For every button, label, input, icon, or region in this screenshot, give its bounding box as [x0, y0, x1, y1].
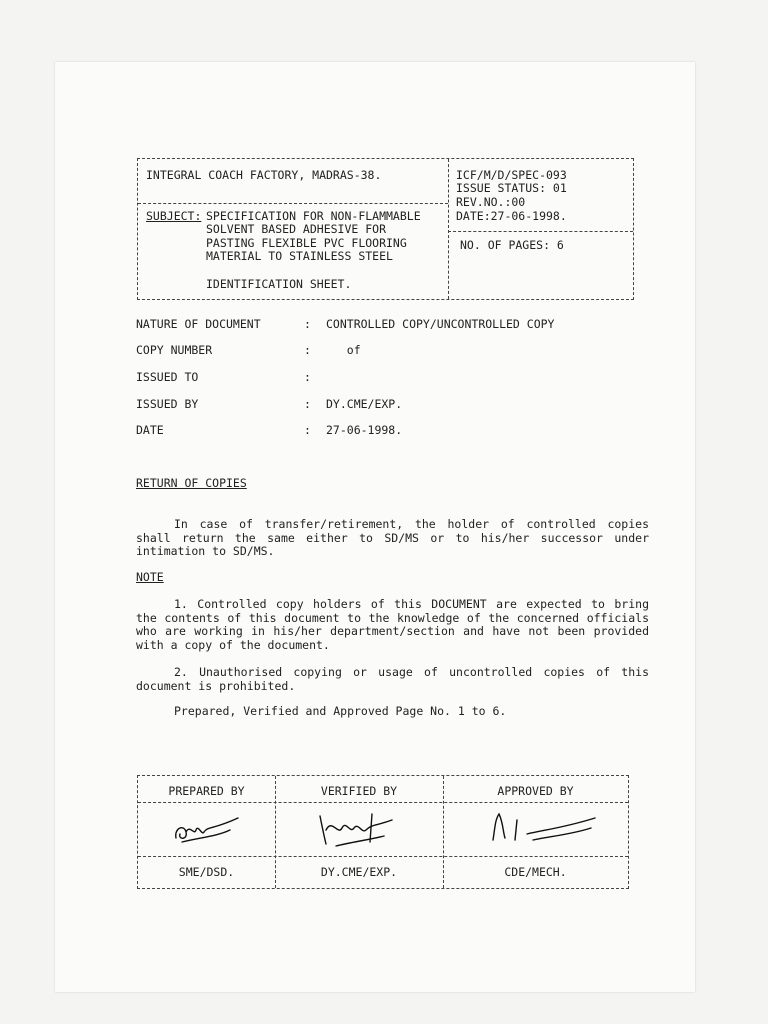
approved-role: CDE/MECH.	[504, 865, 567, 879]
doc-ref: ICF/M/D/SPEC-093	[456, 168, 567, 182]
identification-sheet: IDENTIFICATION SHEET.	[206, 277, 352, 291]
page-count: NO. OF PAGES: 6	[460, 238, 564, 252]
field-label: ISSUED TO	[136, 370, 199, 384]
note-heading: NOTE	[136, 570, 164, 584]
approved-by-header: APPROVED BY	[497, 784, 574, 798]
verified-by-header: VERIFIED BY	[320, 784, 398, 798]
prepared-signature	[168, 810, 248, 850]
verified-signature	[306, 806, 406, 852]
field-colon: :	[304, 317, 311, 331]
field-colon: :	[304, 343, 311, 357]
field-label: ISSUED BY	[136, 397, 199, 411]
prepared-role: SME/DSD.	[178, 865, 235, 879]
field-value: DY.CME/EXP.	[326, 397, 403, 411]
field-label: DATE	[136, 423, 164, 437]
prepared-by-header: PREPARED BY	[168, 784, 245, 798]
subject-line-4: MATERIAL TO STAINLESS STEEL	[206, 249, 393, 263]
subject-label: SUBJECT:	[146, 209, 202, 223]
signature-table	[137, 775, 629, 889]
issue-status: ISSUE STATUS: 01	[456, 181, 567, 195]
field-label: COPY NUMBER	[136, 343, 213, 357]
field-label: NATURE OF DOCUMENT	[136, 317, 261, 331]
approved-signature	[483, 806, 603, 850]
rev-no: REV.NO.:00	[456, 195, 526, 209]
header-box	[137, 158, 634, 300]
field-value: 27-06-1998.	[326, 423, 403, 437]
field-colon: :	[304, 423, 311, 437]
note-item-2: 2. Unauthorised copying or usage of uncontrolled copies of this document is prohibited.	[136, 665, 649, 693]
verified-role: DY.CME/EXP.	[320, 865, 398, 879]
field-value: CONTROLLED COPY/UNCONTROLLED COPY	[326, 317, 555, 331]
subject-line-1: SPECIFICATION FOR NON-FLAMMABLE	[206, 209, 421, 223]
approval-line: Prepared, Verified and Approved Page No. 1 to 6.	[174, 704, 507, 718]
doc-date: DATE:27-06-1998.	[456, 209, 567, 223]
subject-line-2: SOLVENT BASED ADHESIVE FOR	[206, 222, 387, 236]
factory-name: INTEGRAL COACH FACTORY, MADRAS-38.	[146, 168, 382, 182]
field-colon: :	[304, 397, 311, 411]
return-heading: RETURN OF COPIES	[136, 476, 247, 490]
field-colon: :	[304, 370, 311, 384]
return-paragraph: In case of transfer/retirement, the holder of controlled copies shall return the same either to SD/MS or to his/her successor under intimation to SD/MS.	[136, 517, 649, 558]
field-value: of	[326, 343, 361, 357]
subject-line-3: PASTING FLEXIBLE PVC FLOORING	[206, 236, 407, 250]
note-item-1: 1. Controlled copy holders of this DOCUMENT are expected to bring the contents of this document to the knowledge of the concerned officials who are working in his/her department/section and have not been provided with a copy of the document.	[136, 597, 649, 652]
